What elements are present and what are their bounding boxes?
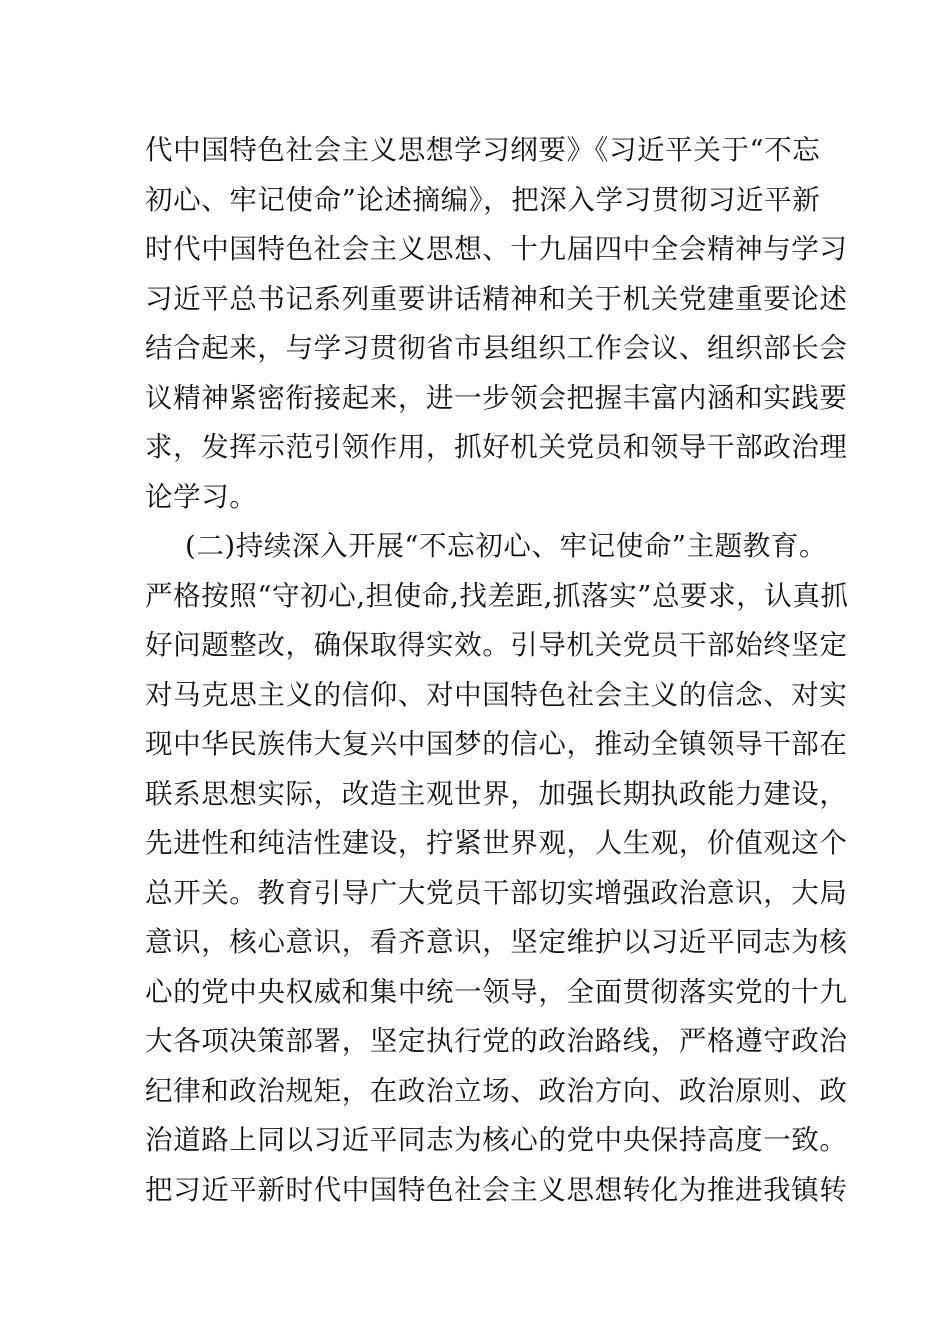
text-line: 把习近平新时代中国特色社会主义思想转化为推进我镇转: [145, 1173, 848, 1206]
text-line: 结合起来，与学习贯彻省市县组织工作会议、组织部长会: [145, 332, 848, 364]
text-line: 论学习。: [145, 480, 258, 513]
text-line: 初心、牢记使命”论述摘编》，把深入学习贯彻习近平新: [145, 183, 821, 216]
text-line: 严格按照“守初心,担使命,找差距,抓落实”总要求，认真抓: [145, 579, 849, 612]
text-line: 对马克思主义的信仰、对中国特色社会主义的信念、对实: [145, 678, 848, 711]
text-line: 先进性和纯洁性建设，拧紧世界观，人生观，价值观这个: [145, 827, 848, 859]
text-line: 现中华民族伟大复兴中国梦的信心，推动全镇领导干部在: [145, 728, 848, 760]
text-line: 代中国特色社会主义思想学习纲要》《习近平关于“不忘: [145, 134, 821, 166]
text-line: 好问题整改，确保取得实效。引导机关党员干部始终坚定: [145, 629, 848, 661]
text-line: 联系思想实际，改造主观世界，加强长期执政能力建设，: [145, 777, 848, 810]
text-line: 议精神紧密衔接起来，进一步领会把握丰富内涵和实践要: [145, 381, 848, 414]
text-line: 总开关。教育引导广大党员干部切实增强政治意识，大局: [145, 876, 848, 909]
text-line: 心的党中央权威和集中统一领导，全面贯彻落实党的十九: [145, 975, 848, 1008]
body-text: [145, 126, 849, 1215]
section-heading: (二)持续深入开展“不忘初心、牢记使命”主题教育。: [185, 530, 828, 562]
text-line: 习近平总书记系列重要讲话精神和关于机关党建重要论述: [145, 282, 848, 315]
text-line: 治道路上同以习近平同志为核心的党中央保持高度一致。: [145, 1124, 848, 1156]
text-line: 时代中国特色社会主义思想、十九届四中全会精神与学习: [145, 233, 848, 265]
text-line: 意识，核心意识，看齐意识，坚定维护以习近平同志为核: [145, 926, 848, 958]
text-line: 求，发挥示范引领作用，抓好机关党员和领导干部政治理: [145, 431, 848, 463]
text-line: 纪律和政治规矩，在政治立场、政治方向、政治原则、政: [145, 1074, 848, 1107]
text-line: 大各项决策部署，坚定执行党的政治路线，严格遵守政治: [145, 1025, 848, 1057]
